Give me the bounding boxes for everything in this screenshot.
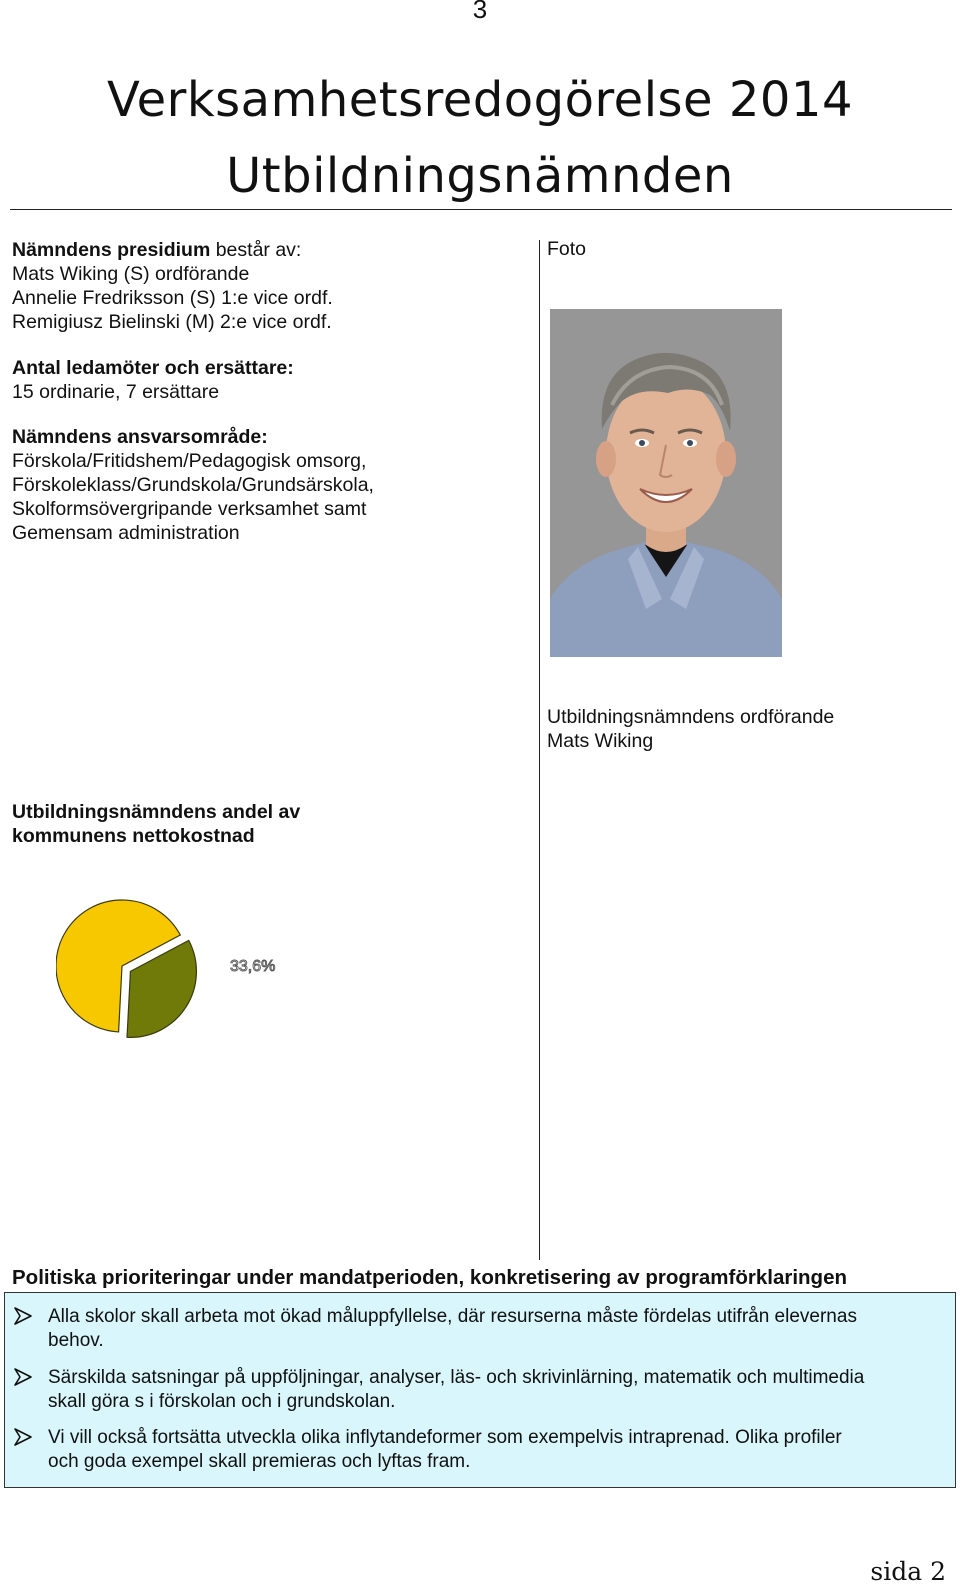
- arrow-bullet-icon: [13, 1306, 33, 1326]
- members-count-heading-text: Antal ledamöter och ersättare:: [12, 357, 294, 379]
- pie-data-label: 33,6%: [230, 958, 276, 975]
- priority-text-line: skall göra s i förskolan och i grundskolan.: [48, 1391, 396, 1412]
- page-number: 3: [472, 0, 488, 24]
- priority-text: [48, 1426, 938, 1474]
- column-divider: [539, 240, 540, 1260]
- presidium-heading: [12, 238, 522, 262]
- chairman-photo: [550, 309, 782, 657]
- priority-text-line: Alla skolor skall arbeta mot ökad måluppfyllelse, där resurserna måste fördelas utifrån elevernas: [48, 1306, 857, 1327]
- priority-text: [48, 1305, 938, 1353]
- pie-chart-svg: [56, 892, 296, 1052]
- responsibility-line: Förskola/Fritidshem/Pedagogisk omsorg,: [12, 450, 367, 472]
- members-count-value: 15 ordinarie, 7 ersättare: [12, 381, 220, 403]
- priority-text-line: och goda exempel skall premieras och lyftas fram.: [48, 1451, 471, 1472]
- presidium-heading-rest: består av:: [210, 239, 302, 261]
- responsibility-line: Gemensam administration: [12, 522, 240, 544]
- portrait-illustration: [550, 309, 782, 657]
- priority-text-line: Särskilda satsningar på uppföljningar, analyser, läs- och skrivinlärning, matematik och multimedia: [48, 1367, 865, 1388]
- photo-label: Foto: [547, 238, 587, 260]
- photo-caption: [547, 705, 834, 753]
- net-cost-heading: [12, 800, 342, 848]
- document-title: Verksamhetsredogörelse 2014: [106, 72, 853, 128]
- title-divider: [10, 209, 952, 210]
- footer-page-label: sida 2: [870, 1557, 946, 1586]
- photo-caption-name: Mats Wiking: [547, 730, 654, 752]
- presidium-member: Annelie Fredriksson (S) 1:e vice ordf.: [12, 287, 333, 309]
- responsibility-heading-text: Nämndens ansvarsområde:: [12, 426, 268, 448]
- priorities-heading: Politiska prioriteringar under mandatperioden, konkretisering av programförklaringen: [12, 1266, 847, 1289]
- arrow-bullet-icon: [13, 1427, 33, 1447]
- responsibility-heading: [12, 425, 522, 449]
- responsibility-line: Förskoleklass/Grundskola/Grundsärskola,: [12, 474, 374, 496]
- presidium-member: Mats Wiking (S) ordförande: [12, 263, 250, 285]
- priority-text: [48, 1366, 938, 1414]
- net-cost-heading-line: Utbildningsnämndens andel av: [12, 801, 301, 823]
- priorities-box: [4, 1292, 956, 1488]
- photo-caption-role: Utbildningsnämndens ordförande: [547, 706, 835, 728]
- arrow-bullet-icon: [13, 1367, 33, 1387]
- net-cost-heading-line: kommunens nettokostnad: [12, 825, 255, 847]
- priority-text-line: Vi vill också fortsätta utveckla olika inflytandeformer som exempelvis intraprenad. Olika profiler: [48, 1427, 842, 1448]
- presidium-heading-bold: Nämndens presidium: [12, 239, 211, 261]
- presidium-member: Remigiusz Bielinski (M) 2:e vice ordf.: [12, 311, 332, 333]
- responsibility-line: Skolformsövergripande verksamhet samt: [12, 498, 367, 520]
- document-subtitle: Utbildningsnämnden: [226, 148, 734, 204]
- board-info: [12, 238, 522, 545]
- priority-text-line: behov.: [48, 1330, 104, 1351]
- members-count-heading: [12, 356, 522, 380]
- net-cost-pie-chart: [56, 892, 296, 1052]
